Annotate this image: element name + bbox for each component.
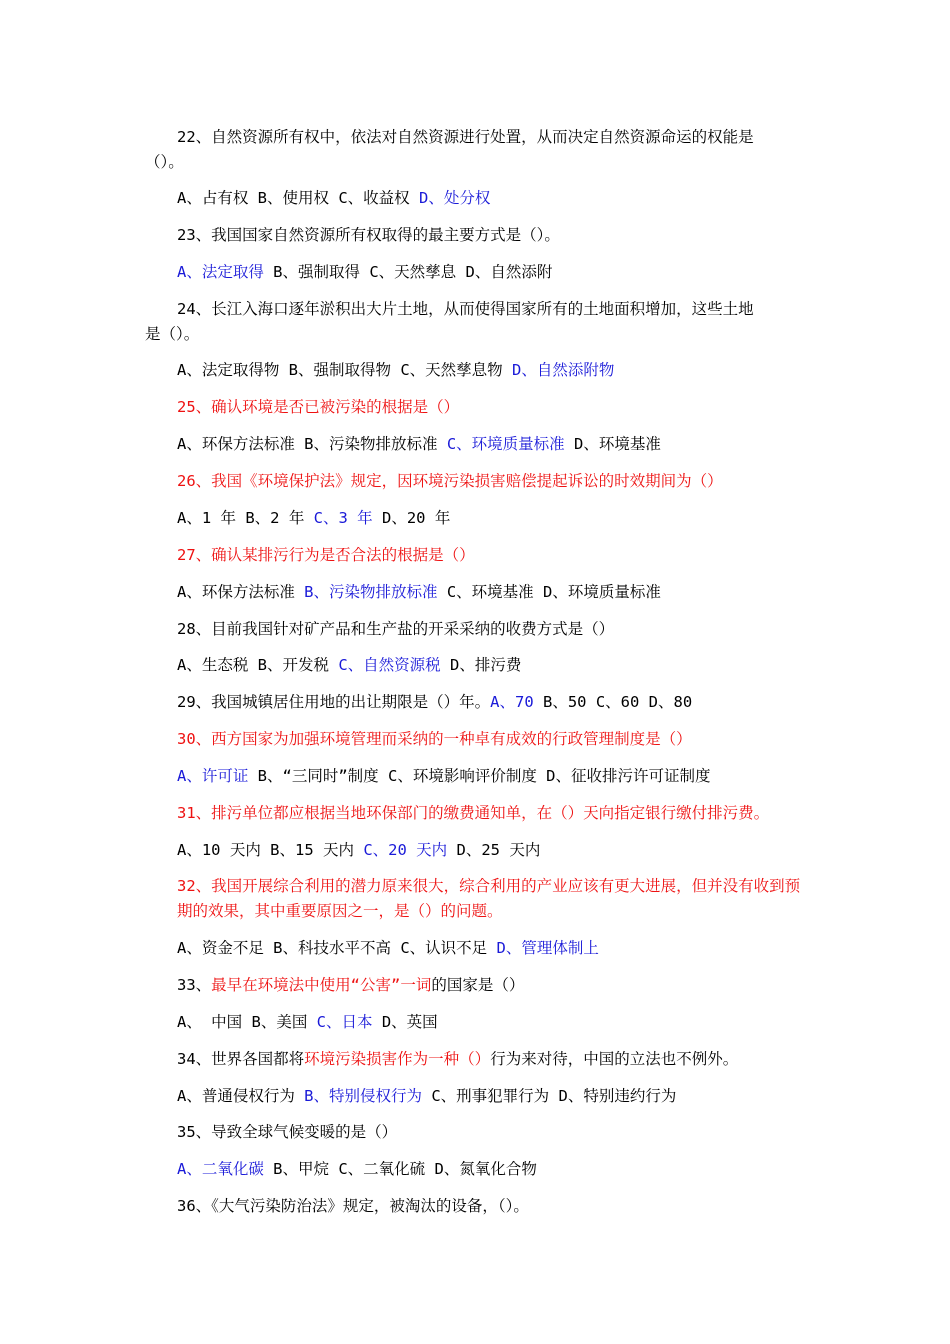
question-26 xyxy=(145,469,847,494)
answer-options-23 xyxy=(145,260,847,285)
question-23 xyxy=(145,223,847,248)
options-text: B、“三同时”制度 C、环境影响评价制度 D、征收排污许可证制度 xyxy=(248,767,711,785)
question-text: 30、西方国家为加强环境管理而采纳的一种卓有成效的行政管理制度是（） xyxy=(177,730,692,748)
correct-answer: C、环境质量标准 xyxy=(446,435,565,453)
question-34 xyxy=(145,1047,847,1072)
question-text: 27、确认某排污行为是否合法的根据是（） xyxy=(177,546,475,564)
question-text: 23、我国国家自然资源所有权取得的最主要方式是（）。 xyxy=(177,226,560,244)
answer-options-34 xyxy=(145,1084,847,1109)
question-35 xyxy=(145,1120,847,1145)
question-31 xyxy=(145,801,847,826)
answer-options-31 xyxy=(145,838,847,863)
answer-options-25 xyxy=(145,432,847,457)
options-text: A、环保方法标准 B、污染物排放标准 xyxy=(177,435,447,453)
question-text: 33、 xyxy=(177,976,212,994)
options-text: C、刑事犯罪行为 D、特别违约行为 xyxy=(422,1087,677,1105)
question-text: 是（）。 xyxy=(145,325,200,343)
answer-options-24 xyxy=(145,358,847,383)
correct-answer: B、污染物排放标准 xyxy=(304,583,438,601)
question-text: 的国家是（） xyxy=(431,976,525,994)
options-text: A、环保方法标准 xyxy=(177,583,305,601)
correct-answer: D、自然添附物 xyxy=(512,361,615,379)
options-text: D、英国 xyxy=(372,1013,438,1031)
correct-answer: A、二氧化碳 xyxy=(177,1160,264,1178)
correct-answer: C、日本 xyxy=(316,1013,373,1031)
options-text: B、强制取得 C、天然孳息 D、自然添附 xyxy=(263,263,553,281)
options-text: C、环境基准 D、环境质量标准 xyxy=(437,583,661,601)
answer-options-26 xyxy=(145,506,847,531)
options-text: B、甲烷 C、二氧化硫 D、氮氧化合物 xyxy=(263,1160,537,1178)
correct-answer: A、许可证 xyxy=(177,767,249,785)
options-text: A、1 年 B、2 年 xyxy=(177,509,314,527)
question-highlight: 环境污染损害作为一种（） xyxy=(304,1050,491,1068)
options-text: A、生态税 B、开发税 xyxy=(177,656,339,674)
question-text: 25、确认环境是否已被污染的根据是（） xyxy=(177,398,460,416)
question-text: 31、排污单位都应根据当地环保部门的缴费通知单，在（）天向指定银行缴付排污费。 xyxy=(177,804,770,822)
options-text: A、普通侵权行为 xyxy=(177,1087,305,1105)
correct-answer: A、法定取得 xyxy=(177,263,264,281)
question-24-line1 xyxy=(145,297,847,322)
answer-options-32 xyxy=(145,936,847,961)
question-text: 26、我国《环境保护法》规定，因环境污染损害赔偿提起诉讼的时效期间为（） xyxy=(177,472,723,490)
question-text: 行为来对待，中国的立法也不例外。 xyxy=(490,1050,739,1068)
question-text: 28、目前我国针对矿产品和生产盐的开采采纳的收费方式是（） xyxy=(177,620,615,638)
options-text: A、占有权 B、使用权 C、收益权 xyxy=(177,189,419,207)
question-text: 29、我国城镇居住用地的出让期限是（）年。 xyxy=(177,693,491,711)
answer-options-27 xyxy=(145,580,847,605)
correct-answer: D、处分权 xyxy=(419,189,491,207)
question-32 xyxy=(145,874,815,924)
question-24-line2 xyxy=(145,322,815,347)
correct-answer: D、管理体制上 xyxy=(496,939,599,957)
question-28 xyxy=(145,617,847,642)
question-36 xyxy=(145,1194,847,1219)
question-29 xyxy=(145,690,847,715)
options-text: A、 中国 B、美国 xyxy=(177,1013,317,1031)
answer-options-30 xyxy=(145,764,847,789)
question-text: 22、自然资源所有权中，依法对自然资源进行处置，从而决定自然资源命运的权能是 xyxy=(177,128,754,146)
correct-answer: A、70 xyxy=(490,693,534,711)
answer-options-22 xyxy=(145,186,847,211)
options-text: D、25 天内 xyxy=(447,841,541,859)
options-text: D、排污费 xyxy=(440,656,522,674)
answer-options-28 xyxy=(145,653,847,678)
answer-options-33 xyxy=(145,1010,847,1035)
question-22-line2 xyxy=(145,150,815,175)
options-text: B、50 C、60 D、80 xyxy=(533,693,693,711)
options-text: A、法定取得物 B、强制取得物 C、天然孳息物 xyxy=(177,361,512,379)
question-highlight: 最早在环境法中使用“公害”一词 xyxy=(211,976,432,994)
question-text: 24、长江入海口逐年淤积出大片土地，从而使得国家所有的土地面积增加，这些土地 xyxy=(177,300,754,318)
question-text: 34、世界各国都将 xyxy=(177,1050,305,1068)
question-22-line1 xyxy=(145,125,847,150)
options-text: D、20 年 xyxy=(372,509,451,527)
question-text: 32、我国开展综合利用的潜力原来很大，综合利用的产业应该有更大进展，但并没有收到预期的效果，其中重要原因之一，是（）的问题。 xyxy=(177,877,801,920)
correct-answer: C、20 天内 xyxy=(363,841,448,859)
correct-answer: B、特别侵权行为 xyxy=(304,1087,423,1105)
question-text: 36、《大气污染防治法》规定，被淘汰的设备，（）。 xyxy=(177,1197,529,1215)
options-text: A、资金不足 B、科技水平不高 C、认识不足 xyxy=(177,939,497,957)
options-text: A、10 天内 B、15 天内 xyxy=(177,841,364,859)
question-text: 35、导致全球气候变暖的是（） xyxy=(177,1123,398,1141)
correct-answer: C、自然资源税 xyxy=(338,656,441,674)
question-30 xyxy=(145,727,847,752)
question-25 xyxy=(145,395,847,420)
question-27 xyxy=(145,543,847,568)
correct-answer: C、3 年 xyxy=(313,509,373,527)
question-text: （）。 xyxy=(145,153,184,171)
question-33 xyxy=(145,973,847,998)
options-text: D、环境基准 xyxy=(564,435,661,453)
answer-options-35 xyxy=(145,1157,847,1182)
